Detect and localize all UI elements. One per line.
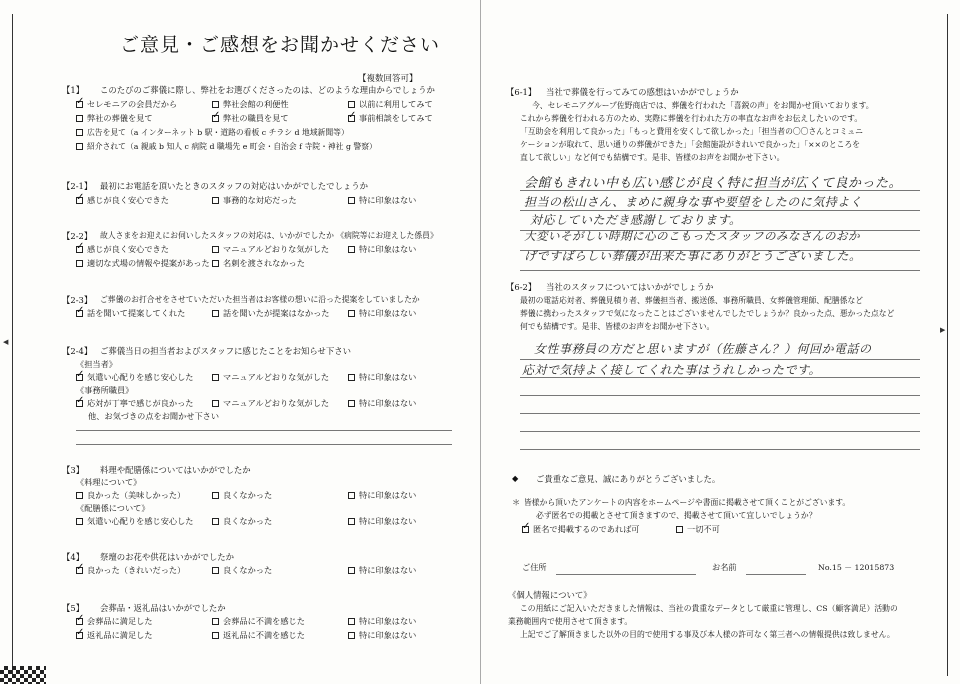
q6-2-answer-line[interactable]: [520, 449, 920, 450]
q3-food-option-no-impression[interactable]: 特に印象はない: [348, 490, 416, 501]
q4-option-bad[interactable]: 良くなかった: [212, 565, 272, 576]
checkbox-icon[interactable]: [348, 518, 355, 525]
q3-serving-option-reassured[interactable]: 気遣い心配りを感じ安心した: [76, 516, 193, 527]
q2-4-other-prompt: 他、お気づきの点をお聞かせ下さい: [88, 411, 220, 421]
checkbox-icon[interactable]: [348, 400, 355, 407]
q2-4-sub-office: 《事務所職員》: [76, 385, 134, 395]
q2-3-question: ご葬儀のお打合せをさせていただいた担当者はお客様の想いに沿った提案をしていましたか: [100, 295, 420, 304]
q3-number: 【3】: [62, 465, 85, 475]
diamond-icon: ◆: [512, 473, 519, 483]
checkbox-icon[interactable]: [76, 197, 83, 204]
q3-sub-serving: 《配膳係について》: [76, 503, 150, 513]
q2-2-option-venue-info[interactable]: 適切な式場の情報や提案があった: [76, 258, 210, 269]
checkbox-icon[interactable]: [348, 115, 355, 122]
q3-serving-option-no-impression[interactable]: 特に印象はない: [348, 516, 416, 527]
q5-option-return-satisfied[interactable]: ✓返礼品に満足した: [76, 630, 153, 641]
right-page-edge: [947, 14, 948, 676]
checkbox-icon[interactable]: [76, 518, 83, 525]
q6-2-question: 当社のスタッフについてはいかがでしょうか: [546, 282, 714, 292]
q6-1-handwritten-answer: 対応していただき感謝しております。: [530, 213, 742, 227]
q4-number: 【4】: [62, 552, 85, 562]
checkbox-icon[interactable]: [348, 632, 355, 639]
checkbox-icon[interactable]: [212, 310, 219, 317]
q6-2-number: 【6-2】: [506, 282, 537, 292]
q2-2-question: 故人さまをお迎えにお伺いしたスタッフの対応は、いかがでしたか 《病院等にお迎えした係員》: [100, 231, 438, 240]
q6-1-description: 直して欲しい」など何でも結構です。是非、皆様のお声をお聞かせ下さい。: [520, 153, 785, 162]
q6-1-question: 当社で葬儀を行ってみての感想はいかがでしょうか: [546, 87, 739, 97]
q2-2-option-manual[interactable]: マニュアルどおりな気がした: [212, 244, 329, 255]
privacy-text: この用紙にご記入いただきました情報は、当社の貴重なデータとして厳重に管理し、CS（顧客満足）活動の: [520, 604, 898, 613]
q2-4-number: 【2-4】: [62, 346, 93, 356]
q5-option-return-dissatisfied[interactable]: 返礼品に不満を感じた: [212, 630, 305, 641]
q5-option-gift-satisfied[interactable]: ✓会葬品に満足した: [76, 616, 153, 627]
q1-option-consultation[interactable]: ✓ 事前相談をしてみて: [348, 113, 433, 124]
q6-1-handwritten-answer: 大変いそがしい時期に心のこもったスタッフのみなさんのおか: [524, 229, 860, 243]
checkbox-icon[interactable]: [76, 115, 83, 122]
q3-question: 料理や配膳係についてはいかがでしたか: [100, 465, 251, 475]
address-line[interactable]: [556, 574, 696, 575]
q2-3-option-no-proposal[interactable]: 話を聞いたが提案はなかった: [212, 308, 329, 319]
q2-2-number: 【2-2】: [62, 231, 93, 241]
page-fold-divider: [480, 0, 481, 684]
q1-question: このたびのご葬儀に際し、弊社をお選びくださったのは、どのような理由からでしょうか: [100, 85, 435, 95]
checkbox-icon[interactable]: [212, 197, 219, 204]
checkbox-icon[interactable]: [348, 246, 355, 253]
q6-1-handwritten-answer: げですばらしい葬儀が出来た事にありがとうございました。: [524, 249, 862, 263]
q1-option-used-before[interactable]: 以前に利用してみて: [348, 99, 433, 110]
q2-1-option-good[interactable]: ✓感じが良く安心できた: [76, 195, 169, 206]
consent-option-refuse[interactable]: 一切不可: [676, 524, 720, 535]
q6-1-description: これから葬儀を行われる方のため、実際に葬儀を行われた方の率直なお声をお伝えしたいのです。: [520, 114, 863, 123]
privacy-title: 《個人情報について》: [508, 590, 592, 600]
q2-2-option-no-impression[interactable]: 特に印象はない: [348, 244, 416, 255]
q3-sub-food: 《料理について》: [76, 477, 142, 487]
privacy-text: 業務範囲内で使用させて頂きます。: [508, 617, 633, 626]
publication-note: 皆様から頂いたアンケートの内容をホームページや書面に掲載させて頂くことがございます。: [524, 498, 851, 507]
q2-3-option-no-impression[interactable]: 特に印象はない: [348, 308, 416, 319]
q6-2-answer-line[interactable]: [520, 413, 920, 414]
q2-4-staff-option-manual[interactable]: マニュアルどおりな気がした: [212, 372, 329, 383]
q2-4-staff-option-reassured[interactable]: ✓気遣い心配りを感じ安心した: [76, 372, 193, 383]
checkbox-icon[interactable]: [76, 400, 83, 407]
q2-4-question: ご葬儀当日の担当者およびスタッフに感じたことをお知らせ下さい: [100, 346, 351, 356]
q6-2-handwritten-answer: 応対で気持よく接してくれた事はうれしかったです。: [522, 363, 822, 377]
checkbox-icon[interactable]: [212, 567, 219, 574]
q4-question: 祭壇のお花や供花はいかがでしたか: [100, 552, 234, 562]
q6-1-handwritten-answer: 担当の松山さん、まめに親身な事や要望をしたのに気持よく: [524, 195, 863, 209]
checkbox-icon[interactable]: [76, 143, 83, 150]
q2-1-question: 最初にお電話を頂いたときのスタッフの対応はいかがでしたでしょうか: [100, 181, 368, 191]
checkbox-icon[interactable]: [348, 567, 355, 574]
q2-1-number: 【2-1】: [62, 181, 93, 191]
privacy-text: 上記でご了解頂きました以外の目的で使用する事及び本人様の許可なく第三者への情報提供は致しません。: [520, 630, 895, 639]
checkbox-icon[interactable]: [348, 310, 355, 317]
q6-1-description: ケーションが取れて、思い通りの葬儀ができた」「会館施設がきれいで良かった」「××のところを: [520, 140, 861, 149]
checkbox-icon[interactable]: [212, 101, 219, 108]
checkbox-icon[interactable]: [212, 115, 219, 122]
q2-1-option-no-impression[interactable]: 特に印象はない: [348, 195, 416, 206]
checkbox-icon[interactable]: [212, 374, 219, 381]
checkbox-icon[interactable]: [76, 260, 83, 267]
q2-2-option-no-card[interactable]: 名刺を渡されなかった: [212, 258, 305, 269]
checkbox-icon[interactable]: [348, 618, 355, 625]
q4-option-no-impression[interactable]: 特に印象はない: [348, 565, 416, 576]
checkbox-icon[interactable]: [212, 246, 219, 253]
checkbox-icon[interactable]: [212, 518, 219, 525]
page-title: ご意見・ご感想をお聞かせください: [120, 34, 441, 56]
q6-1-handwritten-answer: 会館もきれい中も広い感じが良く特に担当が広くて良かった。: [524, 176, 903, 191]
q5-option-gift-no-impression[interactable]: 特に印象はない: [348, 616, 416, 627]
checkbox-icon[interactable]: [348, 492, 355, 499]
q2-4-staff-option-no-impression[interactable]: 特に印象はない: [348, 372, 416, 383]
q6-2-description: 葬儀に携わったスタッフで気になったことはございませんでしたでしょうか？良かった点、悪かった点など: [520, 309, 895, 318]
checkbox-icon[interactable]: [76, 246, 83, 253]
left-page-edge: [12, 14, 13, 676]
q3-serving-option-bad[interactable]: 良くなかった: [212, 516, 272, 527]
address-label: ご住所: [522, 562, 547, 572]
q4-option-good[interactable]: ✓良かった（きれいだった）: [76, 565, 185, 576]
q5-option-return-no-impression[interactable]: 特に印象はない: [348, 630, 416, 641]
q5-question: 会葬品・返礼品はいかがでしたか: [100, 603, 226, 613]
checkbox-icon[interactable]: [76, 492, 83, 499]
q6-1-number: 【6-1】: [506, 87, 537, 97]
multiple-answer-badge: 【複数回答可】: [358, 74, 418, 84]
q2-1-option-businesslike[interactable]: 事務的な対応だった: [212, 195, 297, 206]
q1-option-saw-staff[interactable]: ✓ 弊社の職員を見て: [212, 113, 289, 124]
checkbox-icon[interactable]: [212, 618, 219, 625]
q2-4-office-option-polite[interactable]: ✓応対が丁寧で感じが良かった: [76, 398, 193, 409]
checkbox-icon[interactable]: [348, 374, 355, 381]
q2-4-answer-line[interactable]: [76, 444, 452, 445]
q3-food-option-good[interactable]: 良かった（美味しかった）: [76, 490, 185, 501]
q1-option-member[interactable]: ✓セレモニアの会員だから: [76, 99, 177, 110]
q6-1-description: 「互助会を利用して良かった」「もっと費用を安くして欲しかった」「担当者の〇〇さんとコミュニ: [520, 127, 863, 136]
q2-4-office-option-manual[interactable]: マニュアルどおりな気がした: [212, 398, 329, 409]
q6-2-handwritten-answer: 女性事務員の方だと思いますが（佐藤さん？）何回か電話の: [534, 342, 872, 356]
right-marker-icon: ▶: [940, 326, 946, 334]
q6-2-description: 最初の電話応対者、葬儀見積り者、葬儀担当者、搬送係、事務所職員、女葬儀管理師、配膳係など: [520, 296, 864, 305]
q6-2-description: 何でも結構です。是非、皆様のお声をお聞かせ下さい。: [520, 322, 715, 331]
q5-option-gift-dissatisfied[interactable]: 会葬品に不満を感じた: [212, 616, 305, 627]
checkbox-icon[interactable]: [76, 632, 83, 639]
q6-1-answer-line[interactable]: [520, 270, 920, 271]
consent-option-anonymous[interactable]: ✓匿名で掲載するのであれば可: [522, 524, 639, 535]
checkbox-icon[interactable]: [348, 197, 355, 204]
checkbox-icon[interactable]: [76, 129, 83, 136]
checkbox-icon[interactable]: [212, 400, 219, 407]
checker-mark: [0, 666, 46, 684]
name-line[interactable]: [746, 574, 806, 575]
serial-number: No.15 － 12015873: [818, 563, 895, 572]
q3-food-option-bad[interactable]: 良くなかった: [212, 490, 272, 501]
checkbox-icon[interactable]: [76, 101, 83, 108]
q6-2-answer-line[interactable]: [520, 431, 920, 432]
left-marker-icon: ◀: [3, 338, 9, 346]
q2-4-office-option-no-impression[interactable]: 特に印象はない: [348, 398, 416, 409]
q2-2-option-good[interactable]: ✓感じが良く安心できた: [76, 244, 169, 255]
q2-3-option-proposed[interactable]: ✓話を聞いて提案してくれた: [76, 308, 185, 319]
q2-4-sub-staff: 《担当者》: [76, 359, 117, 369]
q1-option-referral[interactable]: 紹介されて（a 親戚 b 知人 c 病院 d 職場先 e 町会・自治会 f 寺院・神社 g 警察）: [76, 141, 377, 152]
thanks-message: ご貴重なご意見、誠にありがとうございました。: [536, 474, 721, 484]
name-label: お名前: [712, 562, 737, 572]
checkbox-icon[interactable]: [676, 526, 683, 533]
checkbox-icon[interactable]: [522, 526, 529, 533]
q1-option-saw-funeral[interactable]: 弊社の葬儀を見て: [76, 113, 153, 124]
checkbox-icon[interactable]: [76, 567, 83, 574]
checkbox-icon[interactable]: [212, 632, 219, 639]
checkbox-icon[interactable]: [76, 618, 83, 625]
q2-4-answer-line[interactable]: [76, 430, 452, 431]
checkbox-icon[interactable]: [76, 374, 83, 381]
checkbox-icon[interactable]: [212, 260, 219, 267]
q6-2-answer-line[interactable]: [520, 395, 920, 396]
q6-2-answer-line[interactable]: [520, 359, 920, 360]
q1-option-convenience[interactable]: 弊社会館の利便性: [212, 99, 289, 110]
checkbox-icon[interactable]: [212, 492, 219, 499]
checkbox-icon[interactable]: [348, 101, 355, 108]
q1-option-advertisement[interactable]: 広告を見て（a インターネット b 駅・道路の看板 c チラシ d 地域新聞等）: [76, 127, 349, 138]
q6-1-description: 今、セレモニアグループ佐野商店では、葬儀を行われた「喜鋭の声」をお聞かせ頂いております。: [532, 101, 874, 110]
asterisk-icon: ＊: [512, 497, 521, 507]
checkbox-icon[interactable]: [76, 310, 83, 317]
q2-3-number: 【2-3】: [62, 295, 93, 305]
q1-number: 【1】: [62, 85, 85, 95]
publication-note-2: 必ず匿名での掲載とさせて頂きますので、掲載させて頂いて宜しいでしょうか？: [536, 511, 817, 520]
q5-number: 【5】: [62, 603, 85, 613]
